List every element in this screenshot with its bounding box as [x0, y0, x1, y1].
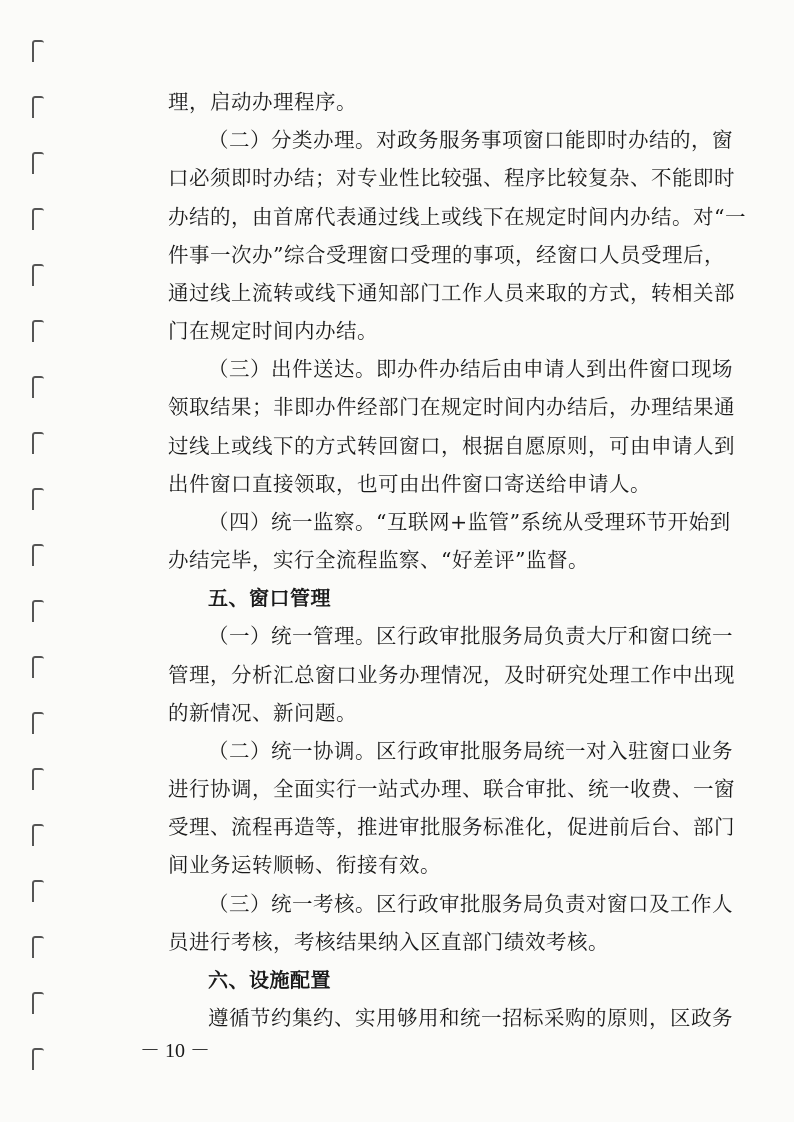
text-line: 出件窗口直接领取，也可由出件窗口寄送给申请人。	[168, 472, 651, 496]
text-line: 的新情况、新问题。	[168, 701, 357, 725]
text-line: 通过线上流转或线下通知部门工作人员来取的方式，转相关部	[168, 281, 735, 305]
text-line: 进行协调，全面实行一站式办理、联合审批、统一收费、一窗	[168, 777, 735, 801]
text-line: （一）统一管理。区行政审批服务局负责大厅和窗口统一	[208, 624, 733, 648]
text-line: 间业务运转顺畅、衔接有效。	[168, 853, 441, 877]
section-heading: 六、设施配置	[208, 968, 331, 992]
text-line: 领取结果；非即办件经部门在规定时间内办结后，办理结果通	[168, 395, 735, 419]
text-line: 办结完毕，实行全流程监察、“好差评”监督。	[168, 548, 589, 572]
text-line: （四）统一监察。“互联网+监管”系统从受理环节开始到	[208, 510, 731, 534]
text-line: （二）统一协调。区行政审批服务局统一对入驻窗口业务	[208, 739, 733, 763]
text-line: （三）出件送达。即办件办结后由申请人到出件窗口现场	[208, 357, 733, 381]
text-line: 管理，分析汇总窗口业务办理情况，及时研究处理工作中出现	[168, 663, 735, 687]
text-line: 门在规定时间内办结。	[168, 319, 378, 343]
text-line: 员进行考核，考核结果纳入区直部门绩效考核。	[168, 930, 609, 954]
text-line: 件事一次办”综合受理窗口受理的事项，经窗口人员受理后，	[168, 243, 725, 267]
text-line: （二）分类办理。对政务服务事项窗口能即时办结的，窗	[208, 128, 733, 152]
section-heading: 五、窗口管理	[208, 586, 331, 610]
text-line: 办结的，由首席代表通过线上或线下在规定时间内办结。对“一	[168, 205, 746, 229]
text-line: （三）统一考核。区行政审批服务局负责对窗口及工作人	[208, 892, 733, 916]
text-line: 理，启动办理程序。	[168, 90, 357, 114]
text-line: 受理、流程再造等，推进审批服务标准化，促进前后台、部门	[168, 815, 735, 839]
text-line: 口必须即时办结；对专业性比较强、程序比较复杂、不能即时	[168, 166, 735, 190]
text-line: 遵循节约集约、实用够用和统一招标采购的原则，区政务	[208, 1006, 733, 1030]
page-number: － 10 －	[140, 1040, 210, 1062]
text-line: 过线上或线下的方式转回窗口，根据自愿原则，可由申请人到	[168, 434, 735, 458]
